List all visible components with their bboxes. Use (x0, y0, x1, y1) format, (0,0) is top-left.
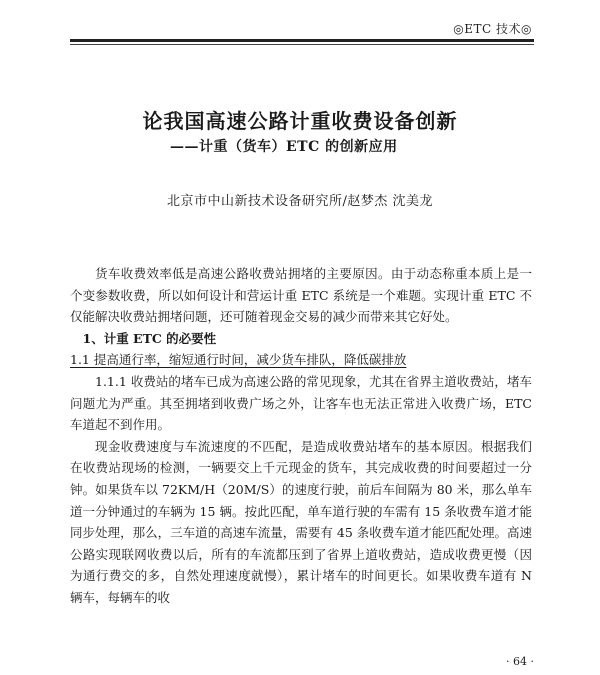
subsection-heading-1-1: 1.1 提高通行率，缩短通行时间，减少货车排队，降低碳排放 (70, 352, 407, 368)
article-title: 论我国高速公路计重收费设备创新 (142, 109, 458, 133)
intro-paragraph: 货车收费效率低是高速公路收费站拥堵的主要原因。由于动态称重本质上是一个变参数收费，所以如何设计和营运计重 ETC 系统是一个难题。实现计重 ETC 不仅能解决收费站拥堵问题，还可随着现金交易的减少而带来其它好处。 (70, 266, 532, 325)
article-body (70, 263, 532, 609)
page-number: · 64 · (506, 655, 534, 668)
paragraph-speed-mismatch: 现金收费速度与车流速度的不匹配，是造成收费站堵车的基本原因。根据我们在收费站现场的检测，一辆要交上千元现金的货车，其完成收费的时间要超过一分钟。如果货车以 72KM/H（20M/S）的速度行驶，前后车间隔为 80 米，那么单车道一分钟通过的车辆为 15 辆。按此匹配，单车道行驶的车需有 15 条收费车道才能同步处理，那么，三车道的高速车流量，需要有 45 条收费车道才能匹配处理。高速公路实现联网收费以后，所有的车流都压到了省界上道收费站，造成收费更慢（因为通行费交的多，自然处理速度就慢），累计堵车的时间更长。如果收费车道有 N 辆车，每辆车的收 (70, 438, 532, 605)
running-header (0, 20, 600, 44)
paragraph-1-1-1: 1.1.1 收费站的堵车已成为高速公路的常见现象，尤其在省界主道收费站，堵车问题尤为严重。其至拥堵到收费广场之外，让客车也无法正常进入收费广场，ETC 车道起不到作用。 (70, 373, 532, 433)
header-rule-thick (70, 39, 534, 42)
article-authors: 北京市中山新技术设备研究所/赵梦杰 沈美龙 (166, 194, 433, 209)
article-subtitle: ——计重（货车）ETC 的创新应用 (170, 139, 398, 155)
running-header-label: ◎ETC 技术◎ (453, 22, 532, 36)
section-heading-1: 1、计重 ETC 的必要性 (82, 330, 217, 346)
header-rule-thin (70, 44, 534, 45)
